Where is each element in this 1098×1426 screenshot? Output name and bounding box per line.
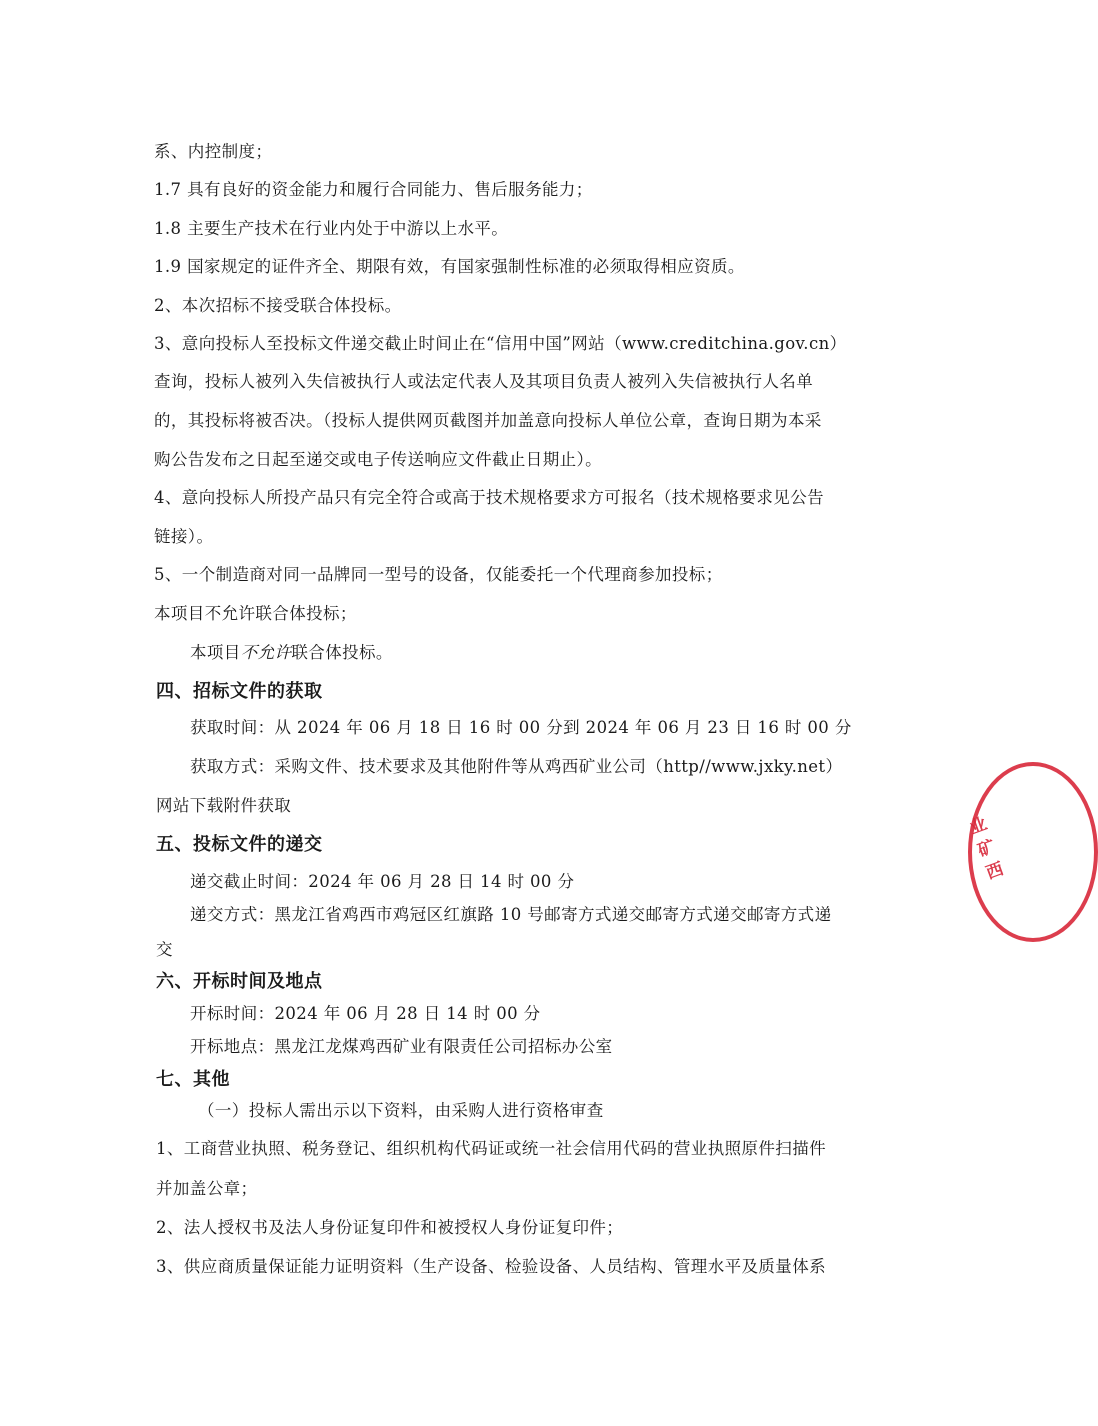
text-line: 递交方式：黑龙江省鸡西市鸡冠区红旗路 10 号邮寄方式递交邮寄方式递交邮寄方式递	[190, 905, 832, 924]
section-heading: 六、开标时间及地点	[156, 971, 323, 992]
note-suffix: 联合体投标。	[291, 643, 393, 662]
text-line: 2、本次招标不接受联合体投标。	[154, 296, 402, 315]
text-line: 获取时间：从 2024 年 06 月 18 日 16 时 00 分到 2024 年 06 月 23 日 16 时 00 分	[190, 718, 852, 737]
text-line: 1.9 国家规定的证件齐全、期限有效，有国家强制性标准的必须取得相应资质。	[154, 257, 745, 276]
text-line: 1.7 具有良好的资金能力和履行合同能力、售后服务能力；	[154, 180, 593, 199]
text-line: 购公告发布之日起至递交或电子传送响应文件截止日期止）。	[154, 450, 603, 469]
seal-text: 业矿西	[967, 813, 1007, 884]
text-line: 4、意向投标人所投产品只有完全符合或高于技术规格要求方可报名（技术规格要求见公告	[154, 488, 824, 507]
text-line: （一）投标人需出示以下资料，由采购人进行资格审查	[198, 1101, 604, 1120]
text-line: 的，其投标将被否决。（投标人提供网页截图并加盖意向投标人单位公章，查询日期为本采	[154, 411, 822, 430]
text-line: 开标时间：2024 年 06 月 28 日 14 时 00 分	[190, 1004, 541, 1023]
section-heading: 四、招标文件的获取	[156, 681, 323, 702]
note-line	[190, 642, 393, 664]
text-line: 开标地点：黑龙江龙煤鸡西矿业有限责任公司招标办公室	[190, 1037, 613, 1056]
text-line: 递交截止时间：2024 年 06 月 28 日 14 时 00 分	[190, 872, 575, 891]
text-line: 5、一个制造商对同一品牌同一型号的设备，仅能委托一个代理商参加投标；	[154, 565, 723, 584]
text-line: 查询，投标人被列入失信被执行人或法定代表人及其项目负责人被列入失信被执行人名单	[154, 372, 814, 391]
text-line: 1、工商营业执照、税务登记、组织机构代码证或统一社会信用代码的营业执照原件扫描件	[156, 1139, 826, 1158]
note-italic: 不允许	[240, 643, 292, 662]
text-line: 获取方式：采购文件、技术要求及其他附件等从鸡西矿业公司（http//www.jxky.net）	[190, 757, 843, 776]
section-heading: 五、投标文件的递交	[156, 834, 323, 855]
text-line: 3、供应商质量保证能力证明资料（生产设备、检验设备、人员结构、管理水平及质量体系	[156, 1257, 826, 1276]
text-line: 3、意向投标人至投标文件递交截止时间止在“信用中国”网站（www.creditchina.gov.cn）	[154, 334, 847, 353]
text-line: 系、内控制度；	[154, 142, 273, 161]
text-line: 本项目不允许联合体投标；	[154, 604, 357, 623]
text-line: 2、法人授权书及法人身份证复印件和被授权人身份证复印件；	[156, 1218, 624, 1237]
text-line: 网站下载附件获取	[156, 796, 292, 815]
text-line: 1.8 主要生产技术在行业内处于中游以上水平。	[154, 219, 509, 238]
note-prefix: 本项目	[190, 643, 241, 662]
text-line: 交	[156, 940, 173, 959]
text-line: 并加盖公章；	[156, 1179, 258, 1198]
section-heading: 七、其他	[156, 1069, 230, 1090]
text-line: 链接）。	[154, 527, 214, 546]
